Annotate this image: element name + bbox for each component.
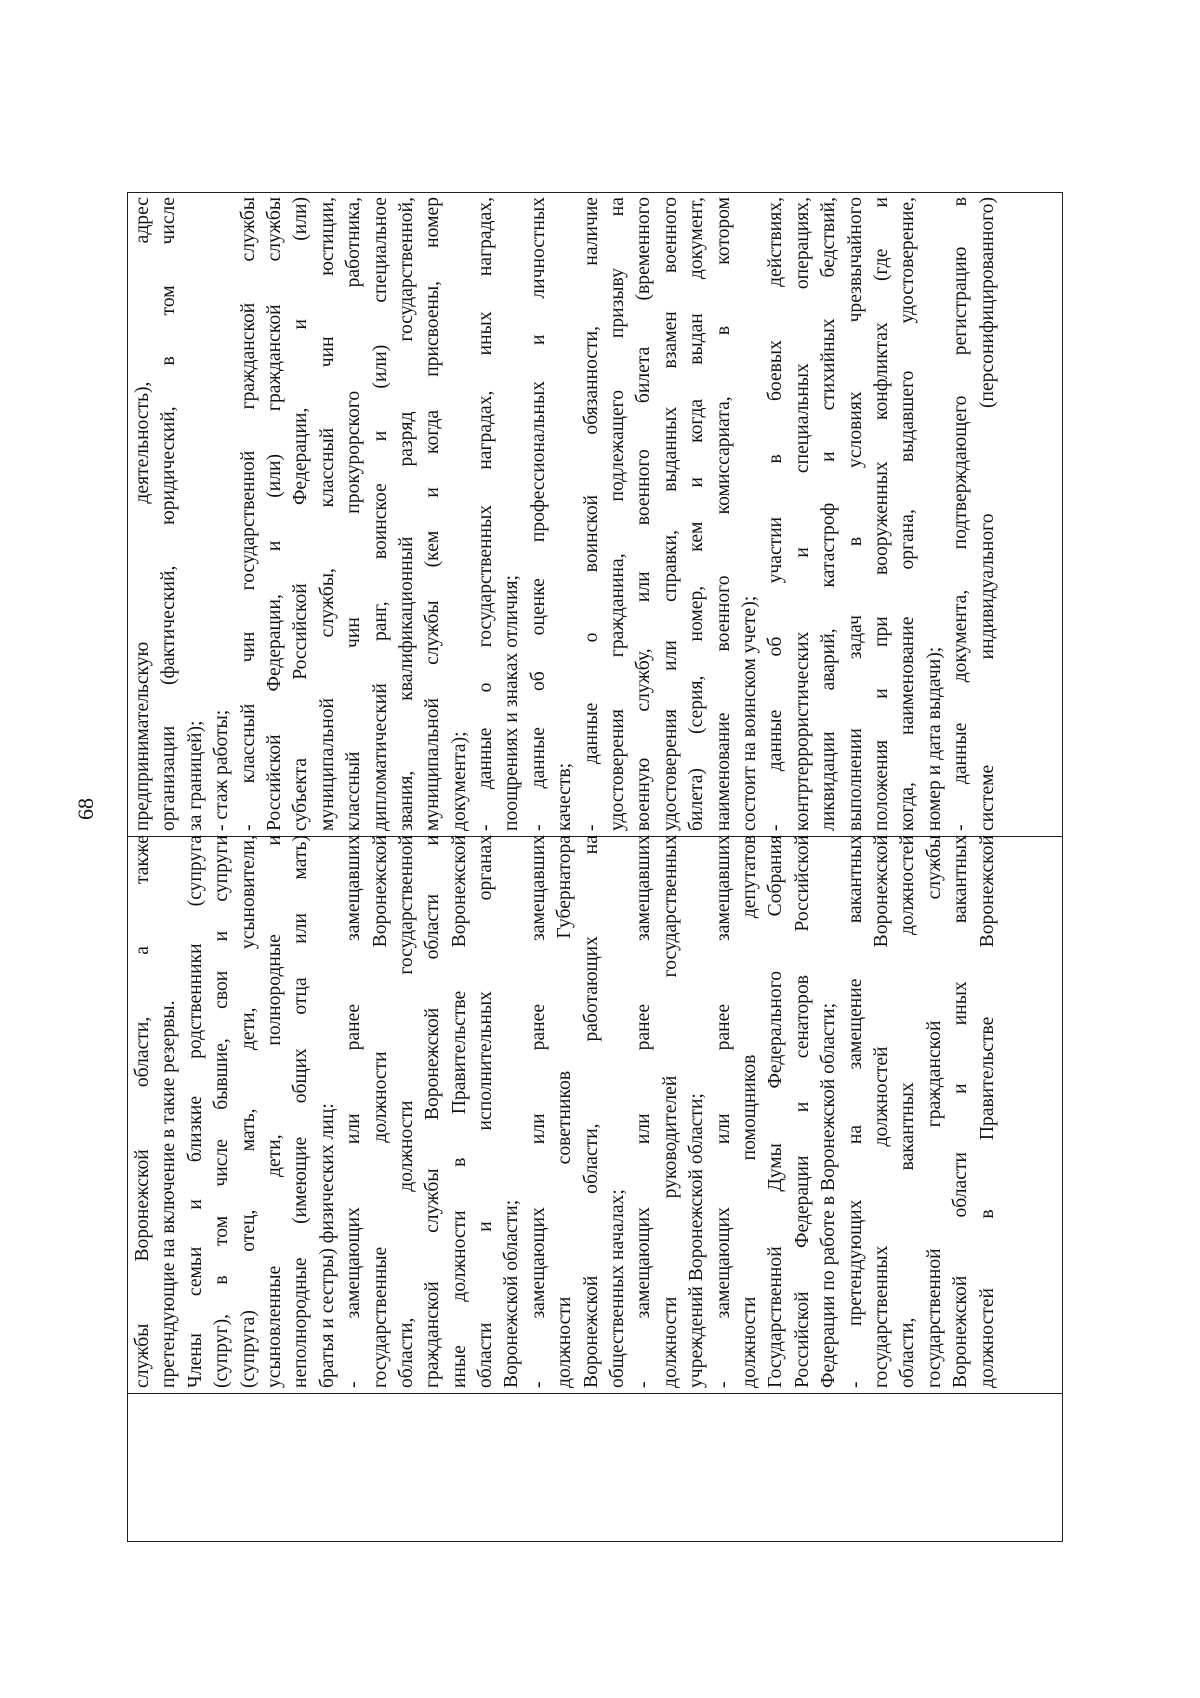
text-line: Российской Федерации и сенаторов Российской <box>791 835 813 1388</box>
text-line: Воронежской области; <box>501 1199 523 1388</box>
text-line: (супруга) отец, мать, дети, усыновители, <box>237 835 259 1388</box>
text-line: претендующие на включение в такие резервы. <box>158 1000 180 1388</box>
text-line: Воронежской области, работающих на <box>580 835 602 1388</box>
text-line: организации (фактический, юридический, в том числе <box>158 197 180 831</box>
text-line: государственные должности Воронежской <box>369 835 391 1388</box>
text-line: документа); <box>448 731 470 831</box>
text-line: (супруг), в том числе бывшие, свои и супруги <box>211 835 233 1388</box>
text-line: положения и при вооруженных конфликтах (где и <box>870 197 892 831</box>
text-line: контртеррористических и специальных операциях, <box>791 197 813 831</box>
text-line: неполнородные (имеющие общих отца или мать) <box>290 835 312 1388</box>
text-line: классный чин прокурорского работника, <box>343 197 365 831</box>
text-line: военную службу, или военного билета (временного <box>633 197 655 831</box>
text-line: состоит на воинском учете); <box>738 595 760 831</box>
text-line: должности руководителей государственных <box>659 835 681 1388</box>
text-line: общественных началах; <box>607 1189 629 1388</box>
text-line: Члены семьи и близкие родственники (супруга <box>184 835 206 1388</box>
text-line: ликвидации аварий, катастроф и стихийных бедствий, <box>818 197 840 831</box>
text-line: - данные документа, подтверждающего регистрацию в <box>950 197 972 831</box>
text-line: системе индивидуального (персонифицированного) <box>976 197 998 831</box>
text-line: области, должности государственной <box>395 835 417 1388</box>
text-line: должности помощников депутатов <box>738 835 760 1388</box>
text-line: учреждений Воронежской области; <box>686 1093 708 1388</box>
text-line: усыновленные дети, полнородные и <box>263 835 285 1388</box>
text-line: - классный чин государственной гражданской службы <box>237 197 259 831</box>
text-line: наименование военного комиссариата, в котором <box>712 197 734 831</box>
text-line: - замещающих или ранее замещавших <box>527 835 549 1388</box>
column-divider-1 <box>128 1393 1062 1394</box>
text-line: - замещающих или ранее замещавших <box>633 835 655 1388</box>
text-line: - данные об участии в боевых действиях, <box>765 197 787 831</box>
text-line: субъекта Российской Федерации, и (или) <box>290 197 312 831</box>
text-line: качеств; <box>554 762 576 831</box>
text-line: - данные о государственных наградах, иных наградах, <box>475 197 497 831</box>
text-line: муниципальной службы, классный чин юстиции, <box>316 197 338 831</box>
text-line: должности советников Губернатора <box>554 835 576 1388</box>
text-line: удостоверения или справки, выданных взамен военного <box>659 197 681 831</box>
text-line: поощрениях и знаках отличия; <box>501 575 523 831</box>
page-number: 68 <box>73 798 98 820</box>
text-line: государственных должностей Воронежской <box>870 835 892 1388</box>
text-line: - стаж работы; <box>211 709 233 831</box>
text-line: службы Воронежской области, а также <box>132 835 153 1388</box>
text-line: гражданской службы Воронежской области и <box>422 835 444 1388</box>
text-line: области и исполнительных органах <box>475 835 497 1388</box>
text-line: - данные об оценке профессиональных и личностных <box>527 197 549 831</box>
text-line: должностей в Правительстве Воронежской <box>976 835 998 1388</box>
text-line: - замещающих или ранее замещавших <box>343 835 365 1388</box>
text-line: братья и сестры) физических лиц: <box>316 1103 338 1388</box>
text-line: Государственной Думы Федерального Собрания <box>765 835 787 1388</box>
document-table <box>127 192 1063 1542</box>
text-line: Федерации по работе в Воронежской области; <box>818 1002 840 1388</box>
text-line: удостоверения гражданина, подлежащего призыву на <box>607 197 629 831</box>
text-line: - претендующих на замещение вакантных <box>844 835 866 1388</box>
table-column-personal-data <box>130 197 1001 831</box>
text-line: Российской Федерации, и (или) гражданской службы <box>263 197 285 831</box>
text-line: муниципальной службы (кем и когда присвоены, номер <box>422 197 444 831</box>
text-line: выполнении задач в условиях чрезвычайного <box>844 197 866 831</box>
text-line: за границей); <box>184 720 206 831</box>
text-line: номер и дата выдачи); <box>923 646 945 831</box>
text-line: Воронежской области и иных вакантных <box>950 835 972 1388</box>
table-column-subjects <box>130 835 1001 1388</box>
text-line: государственной гражданской службы <box>923 835 945 1388</box>
text-line: когда, наименование органа, выдавшего удостоверение, <box>897 197 919 831</box>
text-line: области, вакантных должностей <box>897 835 919 1388</box>
text-line: иные должности в Правительстве Воронежской <box>448 835 470 1388</box>
text-line: билета) (серия, номер, кем и когда выдан документ, <box>686 197 708 831</box>
text-line: предпринимательскую деятельность), адрес <box>132 197 153 831</box>
text-line: - замещающих или ранее замещавших <box>712 835 734 1388</box>
text-line: дипломатический ранг, воинское и (или) специальное <box>369 197 391 831</box>
text-line: - данные о воинской обязанности, наличие <box>580 197 602 831</box>
text-line: звания, квалификационный разряд государственной, <box>395 197 417 831</box>
